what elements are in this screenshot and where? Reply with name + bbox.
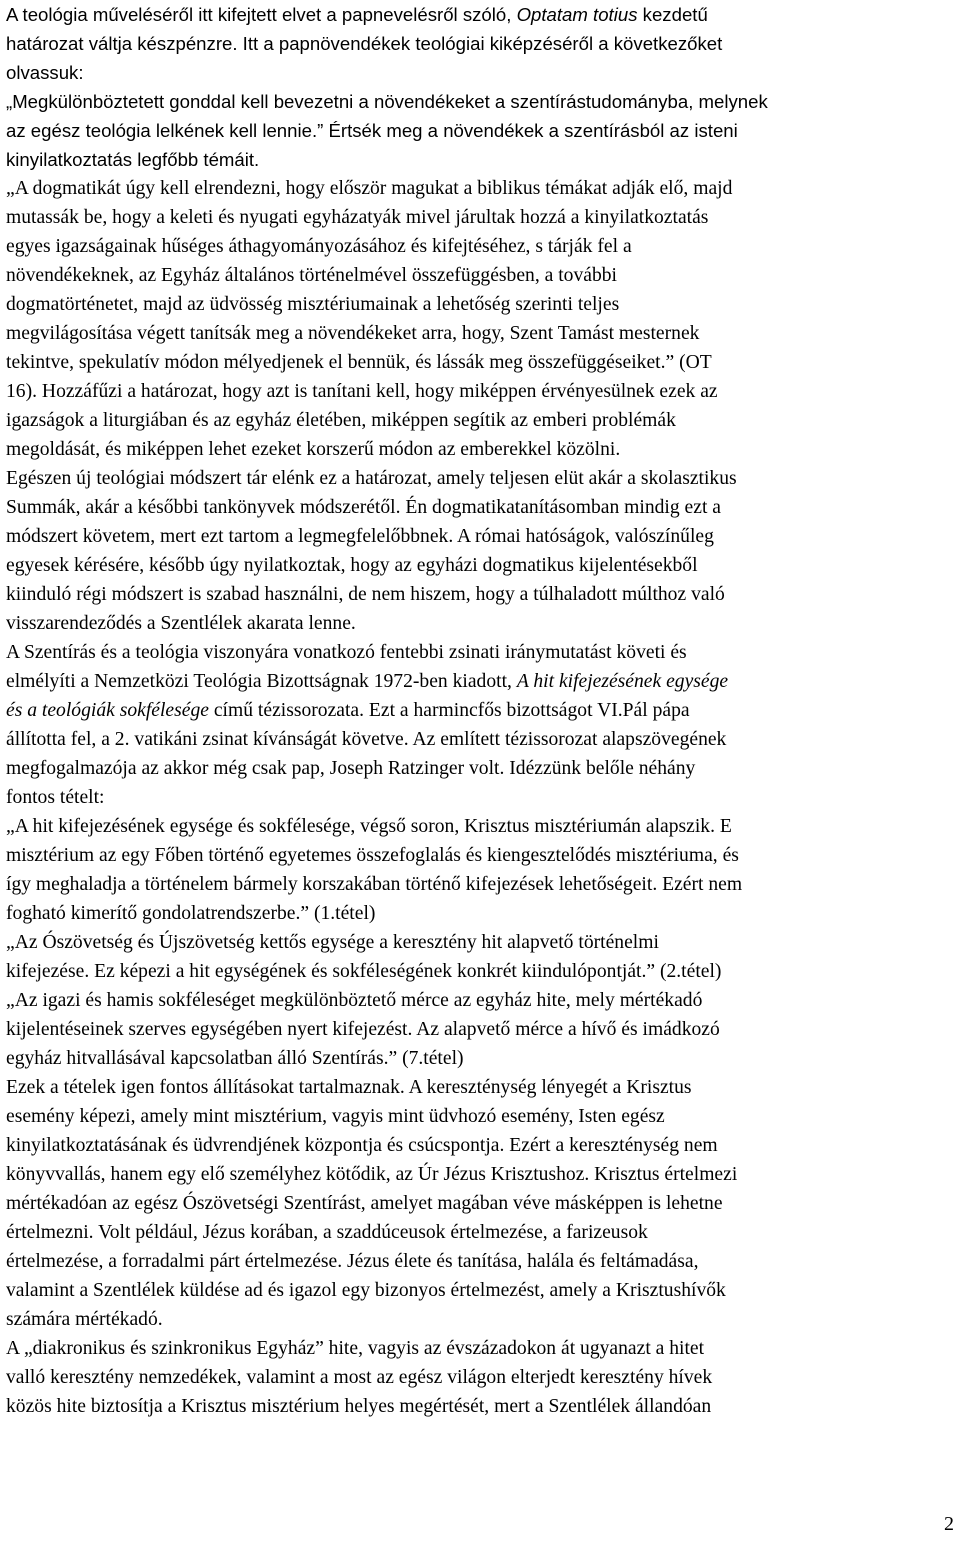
text-line: [6, 754, 952, 783]
text-line: [6, 1276, 952, 1305]
text-line: [6, 667, 952, 696]
line-text: értelmezése, a forradalmi párt értelmezése. Jézus élete és tanítása, halála és feltámadása,: [6, 1251, 699, 1272]
line-text: számára mértékadó.: [6, 1309, 163, 1330]
text-line: [6, 1073, 952, 1102]
text-line: [6, 1015, 952, 1044]
line-text: A Szentírás és a teológia viszonyára vonatkozó fentebbi zsinati iránymutatást követi és: [6, 642, 687, 663]
text-line: [6, 870, 952, 899]
line-text: módszert követem, mert ezt tartom a legmegfelelőbbnek. A római hatóságok, valószínűleg: [6, 526, 714, 547]
line-text: című tézissorozata. Ezt a harmincfős bizottságot VI.Pál pápa: [208, 700, 690, 721]
line-text: megfogalmazója az akkor még csak pap, Joseph Ratzinger volt. Idézzünk belőle néhány: [6, 758, 696, 779]
line-text: visszarendeződés a Szentlélek akarata lenne.: [6, 613, 356, 634]
line-text: igazságok a liturgiában és az egyház életében, miképpen segítik az emberi problémák: [6, 410, 676, 431]
line-text: elmélyíti a Nemzetközi Teológia Bizottságnak 1972-ben kiadott,: [6, 671, 517, 692]
text-line: [6, 899, 952, 928]
line-text: A „diakronikus és szinkronikus Egyház” hite, vagyis az évszázadokon át ugyanazt a hitet: [6, 1338, 705, 1359]
line-text: A teológia műveléséről itt kifejtett elvet a papnevelésről szóló,: [6, 4, 517, 25]
text-line: [6, 319, 952, 348]
line-text: tekintve, spekulatív módon mélyedjenek el bennük, és lássák meg összefüggéseiket.” (OT: [6, 352, 712, 373]
line-text: olvassuk:: [6, 62, 84, 83]
text-line: [6, 1392, 952, 1421]
text-line: [6, 29, 952, 58]
text-line: [6, 0, 952, 29]
text-line: [6, 493, 952, 522]
text-line: [6, 841, 952, 870]
line-text: így meghaladja a történelem bármely korszakában történő kifejezések lehetőségeit. Ezért nem: [6, 874, 743, 895]
line-text: közös hite biztosítja a Krisztus misztérium helyes megértését, mert a Szentlélek állandóan: [6, 1396, 712, 1417]
text-line: [6, 522, 952, 551]
italic-title-text: Optatam totius: [516, 4, 638, 25]
line-text: valló keresztény nemzedékek, valamint a most az egész világon elterjedt keresztény hívek: [6, 1367, 713, 1388]
text-line: [6, 1218, 952, 1247]
line-text: kifejezése. Ez képezi a hit egységének és sokféleségének konkrét kiindulópontját.” (2.tétel): [6, 961, 722, 982]
text-line: [6, 1247, 952, 1276]
text-line: [6, 812, 952, 841]
line-text: „Megkülönböztetett gonddal kell bevezetni a növendékeket a szentírástudományba, melynek: [6, 91, 768, 112]
line-text: dogmatörténetet, majd az üdvösség misztériumainak a lehetőség szerinti teljes: [6, 294, 620, 315]
line-text: misztérium az egy Főben történő egyetemes összefoglalás és kiengesztelődés misztériuma, és: [6, 845, 739, 866]
line-text: kinyilatkoztatásának és üdvrendjének központja és csúcspontja. Ezért a kereszténység nem: [6, 1135, 718, 1156]
text-line: [6, 609, 952, 638]
line-text: értelmezni. Volt például, Jézus korában, a szaddúceusok értelmezése, a farizeusok: [6, 1222, 648, 1243]
line-text: „Az igazi és hamis sokféleséget megkülönböztető mérce az egyház hite, mely mértékadó: [6, 990, 703, 1011]
line-text: fogható kimerítő gondolatrendszerbe.” (1.tétel): [6, 903, 376, 924]
text-line: [6, 87, 952, 116]
line-text: egyesek kérésére, később úgy nyilatkoztak, hogy az egyházi dogmatikus kijelentésekből: [6, 555, 698, 576]
text-line: [6, 1189, 952, 1218]
document-body: [6, 0, 952, 1421]
text-line: [6, 1334, 952, 1363]
text-line: [6, 957, 952, 986]
text-line: [6, 551, 952, 580]
line-text: határozat váltja készpénzre. Itt a papnövendékek teológiai kiképzéséről a következőket: [6, 33, 723, 54]
text-line: [6, 928, 952, 957]
text-line: [6, 638, 952, 667]
text-line: [6, 783, 952, 812]
text-line: [6, 290, 952, 319]
text-line: [6, 348, 952, 377]
text-line: [6, 406, 952, 435]
line-text: növendékeknek, az Egyház általános történelmével összefüggésben, a további: [6, 265, 617, 286]
line-text: kijelentéseinek szerves egységében nyert kifejezést. Az alapvető mérce a hívő és imádkozó: [6, 1019, 720, 1040]
line-text: 16). Hozzáfűzi a határozat, hogy azt is tanítani kell, hogy miképpen érvényesülnek ezek az: [6, 381, 718, 402]
line-text: könyvvallás, hanem egy elő személyhez kötődik, az Úr Jézus Krisztushoz. Krisztus értelmezi: [6, 1164, 738, 1185]
text-line: [6, 435, 952, 464]
text-line: [6, 1160, 952, 1189]
line-text: valamint a Szentlélek küldése ad és igazol egy bizonyos értelmezést, amely a Krisztushívők: [6, 1280, 726, 1301]
text-line: [6, 986, 952, 1015]
line-text: kinyilatkoztatás legfőbb témáit.: [6, 149, 260, 170]
text-line: [6, 1102, 952, 1131]
line-text: megvilágosítása végett tanítsák meg a növendékeket arra, hogy, Szent Tamást mesternek: [6, 323, 700, 344]
line-text: esemény képezi, amely mint misztérium, vagyis mint üdvhozó esemény, Isten egész: [6, 1106, 665, 1127]
text-line: [6, 203, 952, 232]
line-text: fontos tételt:: [6, 787, 105, 808]
line-text: egyház hitvallásával kapcsolatban álló Szentírás.” (7.tétel): [6, 1048, 464, 1069]
text-line: [6, 261, 952, 290]
page-number: 2: [944, 1513, 954, 1535]
line-text: kezdetű: [637, 4, 708, 25]
text-line: [6, 1363, 952, 1392]
line-text: „Az Ószövetség és Újszövetség kettős egysége a keresztény hit alapvető történelmi: [6, 932, 659, 953]
line-text: állította fel, a 2. vatikáni zsinat kívánságát követve. Az említett tézissorozat alapszövegének: [6, 729, 727, 750]
line-text: egyes igazságainak hűséges áthagyományozásához és kifejtéséhez, s tárják fel a: [6, 236, 632, 257]
line-text: Summák, akár a későbbi tankönyvek módszerétől. Én dogmatikatanításomban mindig ezt a: [6, 497, 721, 518]
text-line: [6, 58, 952, 87]
line-text: „A dogmatikát úgy kell elrendezni, hogy először magukat a biblikus témákat adják elő, majd: [6, 178, 733, 199]
line-text: „A hit kifejezésének egysége és sokfélesége, végső soron, Krisztus misztériumán alapszik. E: [6, 816, 732, 837]
line-text: Ezek a tételek igen fontos állításokat tartalmaznak. A kereszténység lényegét a Krisztus: [6, 1077, 692, 1098]
line-text: mutassák be, hogy a keleti és nyugati egyházatyák mivel járultak hozzá a kinyilatkoztatás: [6, 207, 709, 228]
italic-title-text: és a teológiák sokfélesége: [6, 700, 209, 721]
text-line: [6, 1305, 952, 1334]
text-line: [6, 1131, 952, 1160]
text-line: [6, 696, 952, 725]
text-line: [6, 145, 952, 174]
line-text: mértékadóan az egész Ószövetségi Szentírást, amelyet magában véve másképpen is lehetne: [6, 1193, 723, 1214]
line-text: megoldását, és miképpen lehet ezeket korszerű módon az emberekkel közölni.: [6, 439, 621, 460]
text-line: [6, 580, 952, 609]
text-line: [6, 174, 952, 203]
line-text: Egészen új teológiai módszert tár elénk ez a határozat, amely teljesen elüt akár a skolasztikus: [6, 468, 737, 489]
text-line: [6, 1044, 952, 1073]
text-line: [6, 377, 952, 406]
line-text: kiinduló régi módszert is szabad használni, de nem hiszem, hogy a túlhaladott múlthoz való: [6, 584, 725, 605]
text-line: [6, 116, 952, 145]
text-line: [6, 232, 952, 261]
text-line: [6, 725, 952, 754]
italic-title-text: A hit kifejezésének egysége: [516, 671, 729, 692]
text-line: [6, 464, 952, 493]
line-text: az egész teológia lelkének kell lennie.” Értsék meg a növendékek a szentírásból az isteni: [6, 120, 738, 141]
